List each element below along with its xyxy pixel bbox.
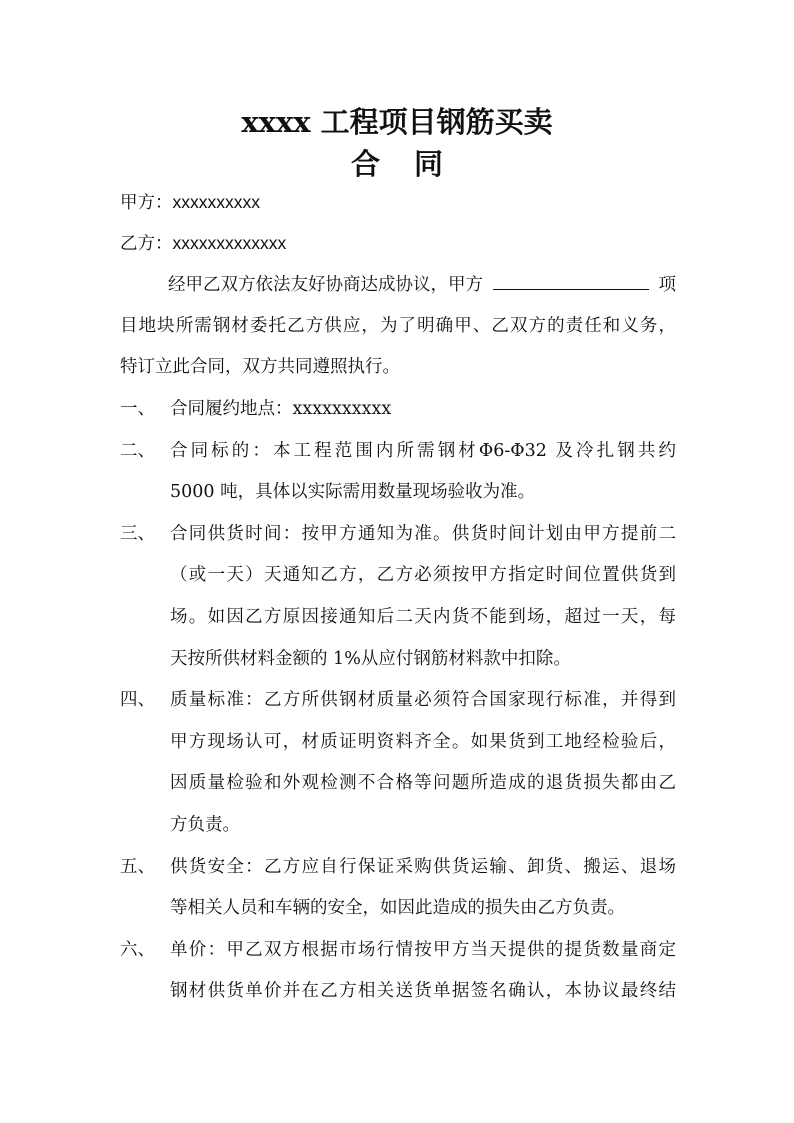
clause-line: 天按所供材料金额的 1%从应付钢筋材料款中扣除。 <box>170 648 571 669</box>
clause-line: 合同供货时间：按甲方通知为准。供货时间计划由甲方提前二 <box>170 523 676 544</box>
clause-line: 5000 吨，具体以实际需用数量现场验收为准。 <box>170 482 536 503</box>
clause-line: 合同标的：本工程范围内所需钢材Φ6-Φ32 及冷扎钢共约 <box>170 440 676 461</box>
intro-text-end: 项 <box>658 275 676 295</box>
intro-line-1 <box>168 273 676 297</box>
clause-line: 单价：甲乙双方根据市场行情按甲方当天提供的提货数量商定 <box>170 939 676 960</box>
clause-line: 合同履约地点：xxxxxxxxxx <box>170 399 392 419</box>
clause-number: 五、 <box>120 856 155 877</box>
clause-line: 因质量检验和外观检测不合格等问题所造成的退货损失都由乙 <box>170 773 676 794</box>
party-a-value: xxxxxxxxxx <box>172 192 260 212</box>
party-b-value: xxxxxxxxxxxxx <box>172 233 287 253</box>
clause-number: 三、 <box>120 523 155 544</box>
party-a <box>120 190 260 215</box>
clause-line: 场。如因乙方原因接通知后二天内货不能到场，超过一天，每 <box>170 607 676 627</box>
intro-line-3: 特订立此合同，双方共同遵照执行。 <box>120 357 400 377</box>
party-a-label: 甲方： <box>120 193 173 213</box>
clause-number: 四、 <box>120 690 155 711</box>
intro-text: 经甲乙双方依法友好协商达成协议，甲方 <box>168 275 483 295</box>
clause-line: 甲方现场认可，材质证明资料齐全。如果货到工地经检验后， <box>170 731 676 752</box>
intro-line-2: 目地块所需钢材委托乙方供应，为了明确甲、乙双方的责任和义务， <box>120 316 676 336</box>
clause-line: 质量标准：乙方所供钢材质量必须符合国家现行标准，并得到 <box>170 690 676 711</box>
document-title: xxxx 工程项目钢筋买卖 <box>241 105 553 139</box>
party-b <box>120 231 286 256</box>
document-title-contract: 合同 <box>350 147 477 181</box>
clause-line: 等相关人员和车辆的安全，如因此造成的损失由乙方负责。 <box>170 898 625 919</box>
party-b-label: 乙方： <box>120 234 173 254</box>
clause-number: 二、 <box>120 440 155 461</box>
clause-line: 钢材供货单价并在乙方相关送货单据签名确认，本协议最终结 <box>170 981 676 1002</box>
clause-number: 一、 <box>120 399 155 419</box>
clause-line: 供货安全：乙方应自行保证采购供货运输、卸货、搬运、退场 <box>170 856 676 877</box>
clause-line: 方负责。 <box>170 815 240 835</box>
clause-line: （或一天）天通知乙方，乙方必须按甲方指定时间位置供货到 <box>170 565 676 586</box>
clause-number: 六、 <box>120 939 155 960</box>
blank-underline <box>493 273 649 290</box>
